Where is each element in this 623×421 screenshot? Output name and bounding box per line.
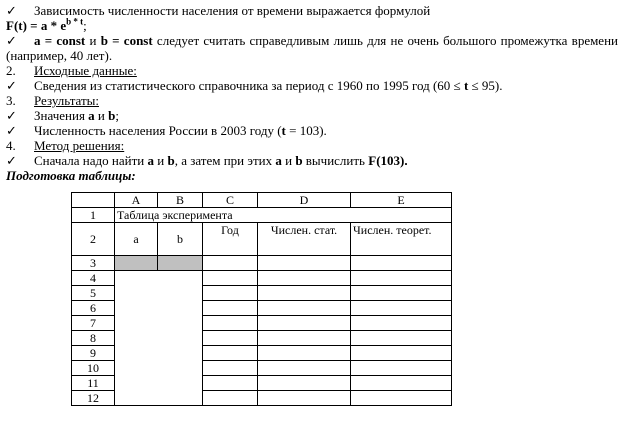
data-cell [258, 301, 351, 316]
stat-header-cell: Числен. стат. [258, 223, 351, 256]
formula-tail: ; [83, 18, 87, 33]
method-text: и [153, 153, 168, 168]
formula-line [6, 18, 618, 33]
b-value-cell [158, 256, 203, 271]
data-cell [351, 271, 452, 286]
data-cell [258, 346, 351, 361]
data-cell [203, 331, 258, 346]
values-line [6, 108, 618, 123]
section-title: Метод решения: [34, 138, 125, 153]
intro-line [6, 3, 618, 18]
data-cell [203, 346, 258, 361]
data-cell [258, 331, 351, 346]
b-header-cell: b [158, 223, 203, 256]
section-title: Результаты: [34, 93, 99, 108]
experiment-spreadsheet [71, 192, 452, 406]
population-text: Численность населения России в 2003 году ( [34, 123, 282, 138]
row-header: 5 [72, 286, 115, 301]
section-number: 4. [6, 138, 16, 153]
a-value-cell [115, 256, 158, 271]
b-var: b [108, 108, 116, 123]
check-icon: ✓ [6, 123, 17, 138]
column-header: D [258, 193, 351, 208]
data-cell [203, 391, 258, 406]
method-text: и [281, 153, 296, 168]
table-row [72, 256, 452, 271]
table-heading: Подготовка таблицы: [6, 168, 136, 183]
and-text: и [94, 108, 109, 123]
intro-text: Зависимость численности населения от времени выражается формулой [34, 3, 431, 18]
row-header: 12 [72, 391, 115, 406]
section-number: 3. [6, 93, 16, 108]
column-header: B [158, 193, 203, 208]
column-header: E [351, 193, 452, 208]
data-cell [351, 301, 452, 316]
row-header: 4 [72, 271, 115, 286]
check-icon: ✓ [6, 108, 17, 123]
f-103: F(103). [368, 153, 408, 168]
row-header: 2 [72, 223, 115, 256]
row-header: 1 [72, 208, 115, 223]
data-cell [351, 331, 452, 346]
column-header: C [203, 193, 258, 208]
check-icon: ✓ [6, 3, 17, 18]
data-cell [258, 256, 351, 271]
row-header: 10 [72, 361, 115, 376]
data-cell [203, 301, 258, 316]
table-row [72, 271, 452, 286]
table-title-cell: Таблица эксперимента [115, 208, 452, 223]
source-tail: ≤ 95). [468, 78, 503, 93]
table-row [72, 223, 452, 256]
data-cell [203, 361, 258, 376]
data-cell [351, 361, 452, 376]
column-header: A [115, 193, 158, 208]
theor-header-cell: Числен. теорет. [351, 223, 452, 256]
a-const: a = const [34, 33, 86, 48]
b-var: b [167, 153, 175, 168]
data-cell [203, 286, 258, 301]
data-cell [203, 256, 258, 271]
row-header: 11 [72, 376, 115, 391]
data-cell [351, 376, 452, 391]
data-cell [351, 346, 452, 361]
method-text: , а затем при этих [174, 153, 276, 168]
section-number: 2. [6, 63, 16, 78]
data-cell [203, 316, 258, 331]
table-row [72, 208, 452, 223]
source-text: Сведения из статистического справочника за период с 1960 по 1995 год (60 ≤ [34, 78, 464, 93]
data-cell [203, 271, 258, 286]
check-icon: ✓ [6, 33, 17, 48]
constants-rest: следует считать справедливым лишь для не очень большого промежутка времени (например, 40 лет). [6, 33, 618, 63]
method-line [6, 153, 618, 168]
b-const: b = const [100, 33, 153, 48]
t-var: t [281, 123, 286, 138]
section-method [6, 138, 618, 153]
t-var: t [463, 78, 469, 93]
values-tail: ; [115, 108, 119, 123]
column-header-row [72, 193, 452, 208]
data-cell [351, 391, 452, 406]
row-header: 9 [72, 346, 115, 361]
and-text: и [85, 33, 101, 48]
section-title: Исходные данные: [34, 63, 137, 78]
check-icon: ✓ [6, 153, 17, 168]
values-text: Значения [34, 108, 89, 123]
row-header: 3 [72, 256, 115, 271]
a-var: a [275, 153, 282, 168]
empty-ab-block [115, 271, 203, 406]
population-line [6, 123, 618, 138]
a-var: a [147, 153, 154, 168]
row-header: 6 [72, 301, 115, 316]
check-icon: ✓ [6, 78, 17, 93]
method-text: Сначала надо найти [34, 153, 148, 168]
a-header-cell: a [115, 223, 158, 256]
year-header-cell: Год [203, 223, 258, 256]
data-cell [258, 391, 351, 406]
data-cell [203, 376, 258, 391]
a-var: a [88, 108, 95, 123]
row-header: 7 [72, 316, 115, 331]
section-input [6, 63, 618, 78]
data-cell [351, 316, 452, 331]
method-text: вычислить [302, 153, 369, 168]
constants-note [6, 33, 618, 63]
corner-cell [72, 193, 115, 208]
data-cell [258, 286, 351, 301]
formula-exponent: b * t [66, 16, 84, 27]
data-cell [258, 361, 351, 376]
row-header: 8 [72, 331, 115, 346]
data-cell [351, 286, 452, 301]
data-cell [258, 376, 351, 391]
data-cell [258, 316, 351, 331]
data-cell [258, 271, 351, 286]
formula-lhs: F(t) = a * e [6, 18, 67, 33]
b-var: b [295, 153, 303, 168]
document [6, 3, 618, 183]
data-cell [351, 256, 452, 271]
source-line [6, 78, 618, 93]
section-results [6, 93, 618, 108]
population-tail: = 103). [285, 123, 327, 138]
